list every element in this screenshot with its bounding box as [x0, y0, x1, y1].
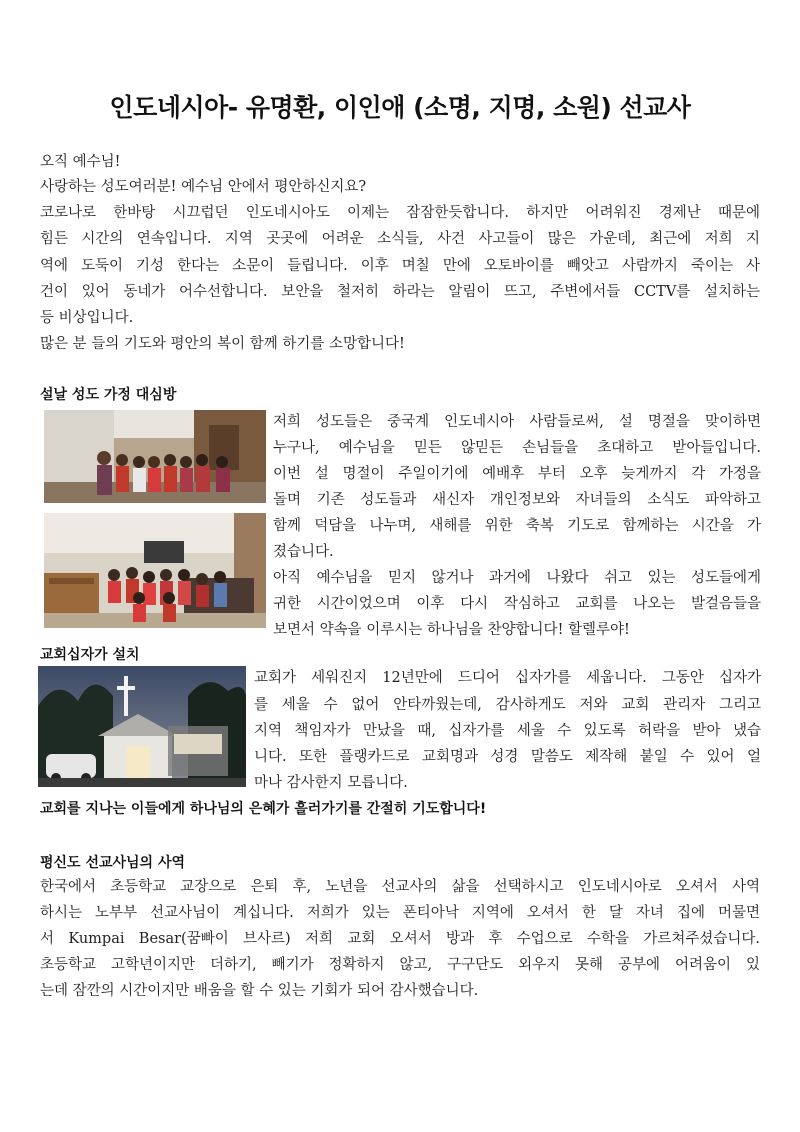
section2-line: 교회가 세워진지 12년만에 드디어 십자가를 세웁니다. 그동안 십자가: [254, 670, 761, 686]
photo-home-visit-living-room: [44, 513, 266, 628]
intro-line: 힘든 시간의 연속입니다. 지역 곳곳에 어려운 소식들, 사건 사고들이 많은 가운데, 최근에 저희 지: [40, 231, 760, 247]
section1-line: 아직 예수님을 믿지 않거나 과거에 나왔다 쉬고 있는 성도들에게: [273, 570, 761, 586]
section3-line: 는데 잠깐의 시간이지만 배움을 할 수 있는 기회가 되어 감사했습니다.: [40, 983, 479, 999]
section-heading-lay-missionary: 평신도 선교사님의 사역: [40, 855, 185, 871]
section1-line: 저희 성도들은 중국계 인도네시아 사람들로써, 설 명절을 맞이하면: [273, 414, 761, 430]
section1-line: 누구나, 예수님을 믿든 않믿든 손님들을 초대하고 받아들입니다.: [273, 440, 761, 456]
intro-line: 많은 분 들의 기도와 평안의 복이 함께 하기를 소망합니다!: [40, 336, 405, 352]
intro-line: 등 비상입니다.: [40, 310, 134, 326]
section3-line: 서 Kumpai Besar(꿈빠이 브사르) 저희 교회 오셔서 방과 후 수업으로 수학을 가르쳐주셨습니다.: [40, 931, 760, 947]
section1-line: 졌습니다.: [273, 544, 334, 560]
photo-church-with-cross: [38, 666, 246, 787]
intro-line: 역에 도둑이 기성 한다는 소문이 들립니다. 이후 며칠 만에 오토바이를 빼앗고 사람까지 죽이는 사: [40, 258, 760, 274]
section1-line: 귀한 시간이었으며 이후 다시 작심하고 교회를 나오는 발걸음들을: [273, 596, 761, 612]
page-title: 인도네시아- 유명환, 이인애 (소명, 지명, 소원) 선교사: [109, 93, 691, 122]
section-heading-church-cross: 교회십자가 설치: [40, 647, 140, 663]
intro-line: 사랑하는 성도여러분! 예수님 안에서 평안하신지요?: [40, 179, 367, 195]
section1-line: 돌며 기존 성도들과 새신자 개인정보와 자녀들의 소식도 파악하고: [273, 492, 761, 508]
intro-line: 코로나로 한바탕 시끄럽던 인도네시아도 이제는 잠잠한듯합니다. 하지만 어려워진 경제난 때문에: [40, 205, 760, 221]
section2-line: 지역 책임자가 만났을 때, 십자가를 세울 수 있도록 허락을 받아 냈습: [254, 723, 761, 739]
section3-line: 한국에서 초등학교 교장으로 은퇴 후, 노년을 선교사의 삶을 선택하시고 인도네시아로 오셔서 사역: [40, 879, 760, 895]
section3-line: 초등학교 고학년이지만 더하기, 빼기가 정확하지 않고, 구구단도 외우지 못해 공부에 어려움이 있: [40, 957, 760, 973]
prayer-line: 교회를 지나는 이들에게 하나님의 은혜가 흘러가기를 간절히 기도합니다!: [40, 801, 487, 817]
section3-line: 하시는 노부부 선교사님이 계십니다. 저희가 있는 폰티아낙 지역에 오셔서 한 달 자녀 집에 머물면: [40, 905, 760, 921]
section1-line: 함께 덕담을 나누며, 새해를 위한 축복 기도로 함께하는 시간을 가: [273, 518, 761, 534]
section-heading-new-year-visit: 설날 성도 가정 대심방: [40, 387, 177, 403]
photo-home-visit-porch: [44, 410, 266, 503]
section2-line: 마나 감사한지 모릅니다.: [254, 775, 408, 791]
section2-line: 를 세울 수 없어 안타까웠는데, 감사하게도 저와 교회 관리자 그리고: [254, 697, 761, 713]
intro-line: 건이 있어 동네가 어수선합니다. 보안을 철저히 하라는 알림이 뜨고, 주변에서들 CCTV를 설치하는: [40, 284, 760, 300]
intro-line: 오직 예수님!: [40, 154, 121, 170]
section2-line: 니다. 또한 플랭카드로 교회명과 성경 말씀도 제작해 붙일 수 있어 얼: [254, 749, 761, 765]
section1-line: 보면서 약속을 이루시는 하나님을 찬양합니다! 할렐루야!: [273, 622, 630, 638]
section1-line: 이번 설 명절이 주일이기에 예배후 부터 오후 늦게까지 각 가정을: [273, 466, 761, 482]
